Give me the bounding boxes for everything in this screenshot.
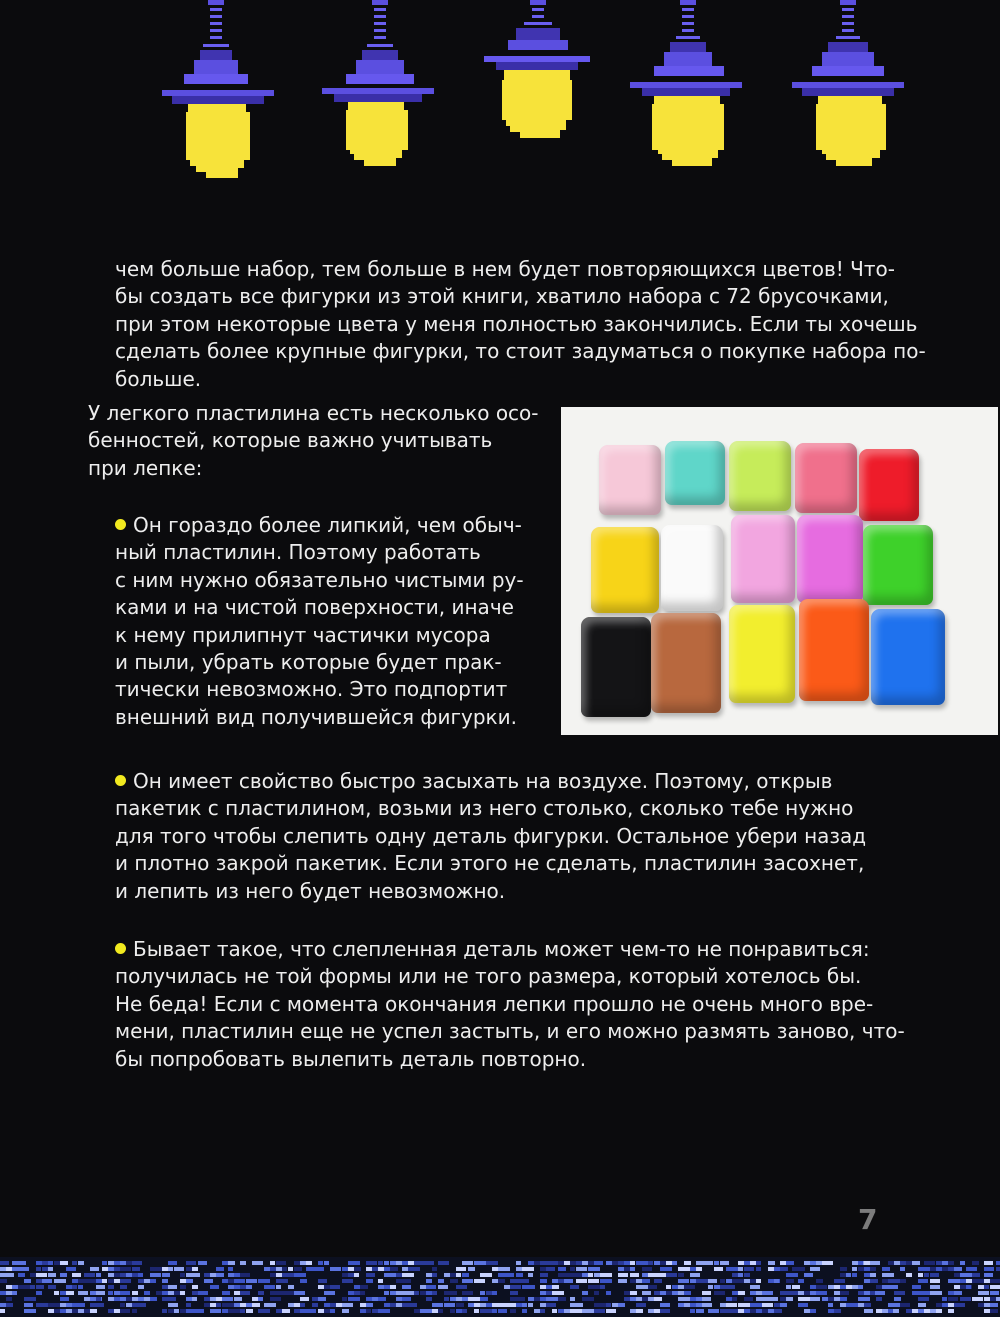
bullet-item-remake [115,936,905,1073]
clay-pack [729,605,795,703]
text-line: и лепить из него будет невозможно. [115,878,506,903]
clay-pack [795,443,857,513]
clay-pack [591,527,659,613]
text-line: бенностей, которые важно учитывать [88,428,493,453]
clay-pack [859,449,919,521]
text-line: получилась не той формы или не того размера, который хотелось бы. [115,964,862,989]
text-line: Не беда! Если с момента окончания лепки прошло не очень много вре- [115,991,874,1016]
text-line [115,936,882,963]
text-line [115,768,882,795]
pixel-lamps-decoration [0,0,1000,200]
bottom-pixel-strip-decoration [0,1257,1000,1317]
clay-pack [731,515,795,603]
clay-pack [871,609,945,705]
text-line: сделать более крупные фигурки, то стоит задуматься о покупке набора по- [115,339,926,364]
text-line: с ним нужно обязательно чистыми ру- [115,567,524,592]
text-line: бы создать все фигурки из этой книги, хватило набора с 72 брусочками, [115,284,889,309]
text-line: при лепке: [88,455,203,480]
text-line: к нему прилипнут частички мусора [115,622,491,647]
page-number: 7 [858,1203,878,1236]
bullet-icon [115,775,126,786]
text-line: мени, пластилин еще не успел застыть, и его можно размять заново, что- [115,1019,905,1044]
clay-pack [665,441,725,505]
lamp-icon [792,0,904,166]
clay-pack [661,525,723,611]
clay-pack [729,441,791,511]
bullet-icon [115,943,126,954]
text-line: ный пластилин. Поэтому работать [115,540,481,565]
clay-pack [581,617,651,717]
text-line: У легкого пластилина есть несколько осо- [88,401,539,425]
text-line: больше. [115,366,202,391]
text-line: тически невозможно. Это подпортит [115,677,508,702]
lamp-icon [630,0,742,166]
text-line: чем больше набор, тем больше в нем будет повторяющихся цветов! Что- [115,257,895,281]
bullet-text: Бывает такое, что слепленная деталь может чем-то не понравиться: [133,937,870,961]
features-paragraph [88,400,539,482]
clay-pack [651,613,721,713]
text-line: внешний вид получившейся фигурки. [115,704,517,729]
intro-paragraph [115,256,926,393]
lamp-icon [484,0,590,138]
lamp-icon [162,0,274,178]
bullet-item-stickiness [115,512,528,731]
text-line: пакетик с пластилином, возьми из него столько, сколько тебе нужно [115,796,854,821]
text-line: бы попробовать вылепить деталь повторно. [115,1046,587,1071]
bullet-text: Он гораздо более липкий, чем обыч- [133,513,522,537]
clay-packs-photo [561,407,998,735]
clay-pack [797,515,863,603]
bullet-item-drying [115,768,882,905]
text-line: ками и на чистой поверхности, иначе [115,595,514,620]
clay-pack [599,445,661,515]
text-line [115,512,528,539]
clay-pack [863,525,933,605]
text-line: при этом некоторые цвета у меня полностью закончились. Если ты хочешь [115,311,918,336]
bullet-icon [115,519,126,530]
text-line: и пыли, убрать которые будет прак- [115,650,502,675]
bullet-text: Он имеет свойство быстро засыхать на воздухе. Поэтому, открыв [133,769,833,793]
text-line: и плотно закрой пакетик. Если этого не сделать, пластилин засохнет, [115,851,865,876]
lamp-icon [322,0,434,166]
clay-pack [799,599,869,701]
text-line: для того чтобы слепить одну деталь фигурки. Остальное убери назад [115,823,867,848]
